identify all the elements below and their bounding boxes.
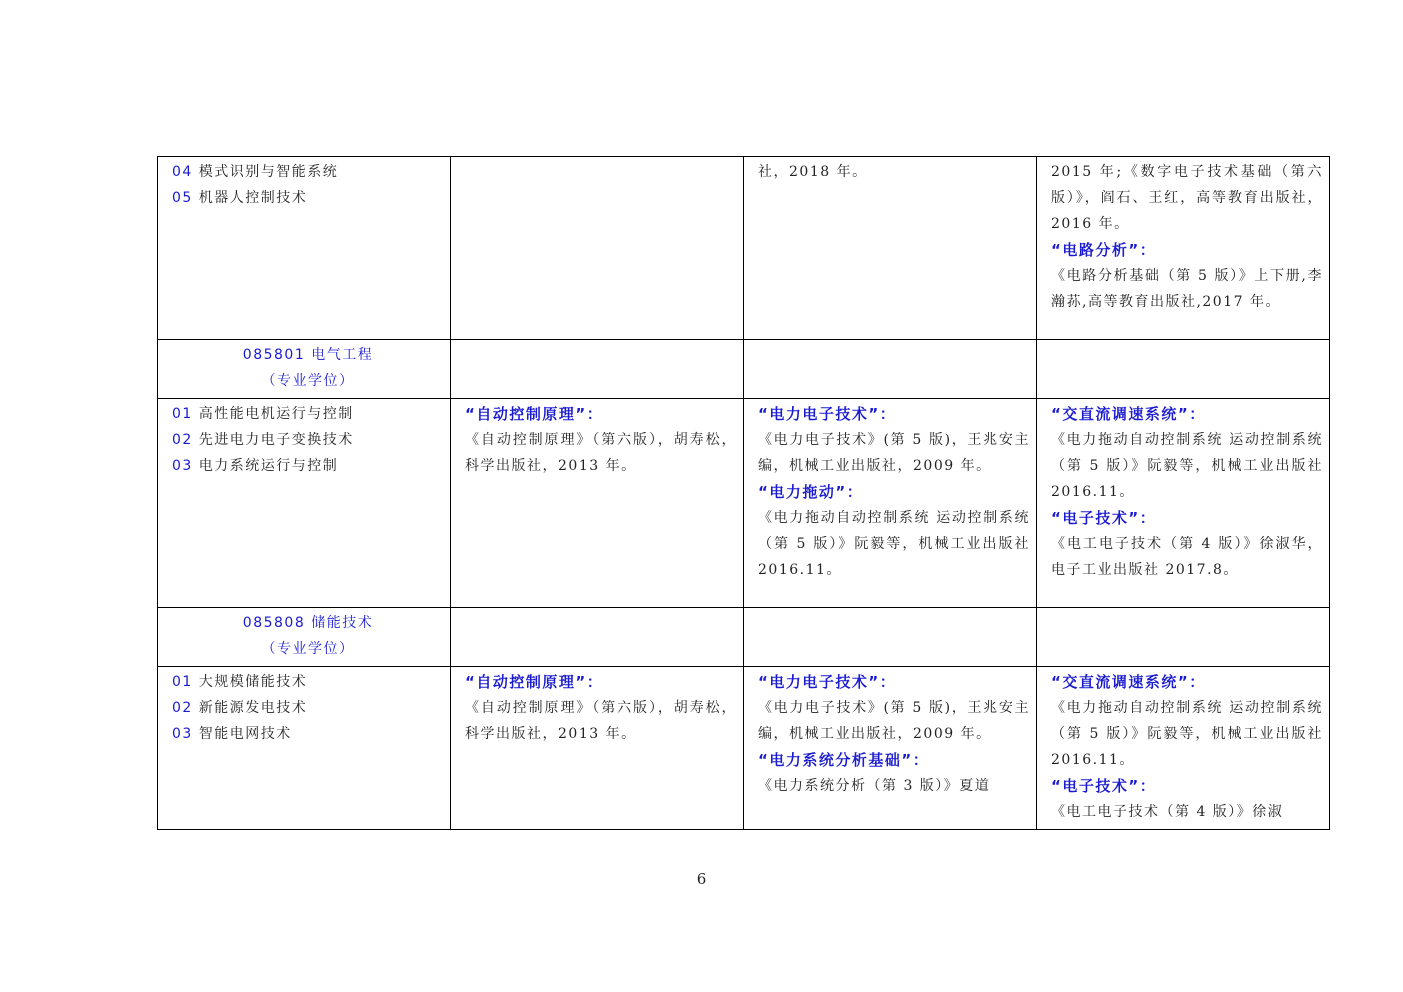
- direction-item: 02 新能源发电技术: [172, 700, 308, 716]
- reference-text: 《电路分析基础（第 5 版）》上下册,李瀚荪,高等教育出版社,2017 年。: [1051, 268, 1323, 310]
- major-title-cell: [158, 608, 451, 667]
- reference-cell: [1037, 157, 1330, 340]
- subject-title: “自动控制原理”：: [465, 673, 604, 691]
- subject-cell: [451, 157, 744, 340]
- degree-type: （专业学位）: [261, 641, 355, 657]
- subject-title: “电力电子技术”：: [758, 405, 897, 423]
- subject-title: “交直流调速系统”：: [1051, 405, 1206, 423]
- reference-text: 《电力拖动自动控制系统 运动控制系统（第 5 版）》阮毅等，机械工业出版社 2016.11。: [1051, 700, 1323, 768]
- reference-cell: [744, 157, 1037, 340]
- subject-title: “自动控制原理”：: [465, 405, 604, 423]
- reference-text: 《自动控制原理》（第六版），胡寿松，科学出版社，2013 年。: [465, 432, 737, 474]
- empty-cell: [451, 340, 744, 399]
- major-code-name: 085808 储能技术: [242, 615, 374, 631]
- research-directions-cell: [158, 157, 451, 340]
- direction-item: 03 电力系统运行与控制: [172, 458, 339, 474]
- direction-code: 04: [172, 164, 193, 180]
- reference-text: 《电力系统分析（第 3 版）》夏道: [758, 778, 991, 794]
- subject-cell: [451, 399, 744, 608]
- direction-item: 01 高性能电机运行与控制: [172, 406, 354, 422]
- reference-cell: [744, 399, 1037, 608]
- degree-type: （专业学位）: [261, 373, 355, 389]
- major-code-name: 085801 电气工程: [242, 347, 374, 363]
- empty-cell: [744, 608, 1037, 667]
- subject-cell: [451, 667, 744, 830]
- reference-text: 《自动控制原理》（第六版），胡寿松，科学出版社，2013 年。: [465, 700, 737, 742]
- reference-text: 《电力电子技术》(第 5 版)，王兆安主编，机械工业出版社，2009 年。: [758, 700, 1030, 742]
- empty-cell: [1037, 608, 1330, 667]
- direction-code: 03: [172, 726, 193, 742]
- subject-title: “电力系统分析基础”：: [758, 751, 930, 769]
- table-row: [158, 157, 1330, 340]
- table-row: [158, 667, 1330, 830]
- reference-text: 《电力拖动自动控制系统 运动控制系统（第 5 版）》阮毅等，机械工业出版社 2016.11。: [1051, 432, 1323, 500]
- reference-text: 社，2018 年。: [758, 164, 868, 180]
- direction-item: 01 大规模储能技术: [172, 674, 308, 690]
- subject-title: “电力电子技术”：: [758, 673, 897, 691]
- research-directions-cell: [158, 667, 451, 830]
- direction-item: 02 先进电力电子变换技术: [172, 432, 354, 448]
- major-title-cell: [158, 340, 451, 399]
- reference-text: 《电力拖动自动控制系统 运动控制系统（第 5 版）》阮毅等，机械工业出版社 2016.11。: [758, 510, 1030, 578]
- direction-item: 05 机器人控制技术: [172, 190, 308, 206]
- empty-cell: [451, 608, 744, 667]
- reference-text: 2015 年;《数字电子技术基础（第六版）》，阎石、王红，高等教育出版社，2016 年。: [1051, 164, 1323, 232]
- direction-code: 02: [172, 432, 193, 448]
- direction-code: 01: [172, 674, 193, 690]
- subject-title: “电路分析”：: [1051, 241, 1157, 259]
- direction-item: 03 智能电网技术: [172, 726, 292, 742]
- direction-code: 05: [172, 190, 193, 206]
- major-header-row: [158, 340, 1330, 399]
- direction-item: 04 模式识别与智能系统: [172, 164, 339, 180]
- reference-text: 《电工电子技术（第 4 版）》徐淑: [1051, 804, 1284, 820]
- page-number: 6: [696, 870, 707, 888]
- subject-title: “电力拖动”：: [758, 483, 864, 501]
- direction-code: 01: [172, 406, 193, 422]
- direction-code: 03: [172, 458, 193, 474]
- subject-title: “交直流调速系统”：: [1051, 673, 1206, 691]
- reference-cell: [744, 667, 1037, 830]
- subject-title: “电子技术”：: [1051, 777, 1157, 795]
- empty-cell: [1037, 340, 1330, 399]
- syllabus-table: [157, 156, 1330, 830]
- empty-cell: [744, 340, 1037, 399]
- subject-title: “电子技术”：: [1051, 509, 1157, 527]
- reference-cell: [1037, 667, 1330, 830]
- reference-cell: [1037, 399, 1330, 608]
- major-header-row: [158, 608, 1330, 667]
- reference-text: 《电工电子技术（第 4 版）》徐淑华，电子工业出版社 2017.8。: [1051, 536, 1323, 578]
- table-row: [158, 399, 1330, 608]
- direction-code: 02: [172, 700, 193, 716]
- reference-text: 《电力电子技术》(第 5 版)，王兆安主编，机械工业出版社，2009 年。: [758, 432, 1030, 474]
- research-directions-cell: [158, 399, 451, 608]
